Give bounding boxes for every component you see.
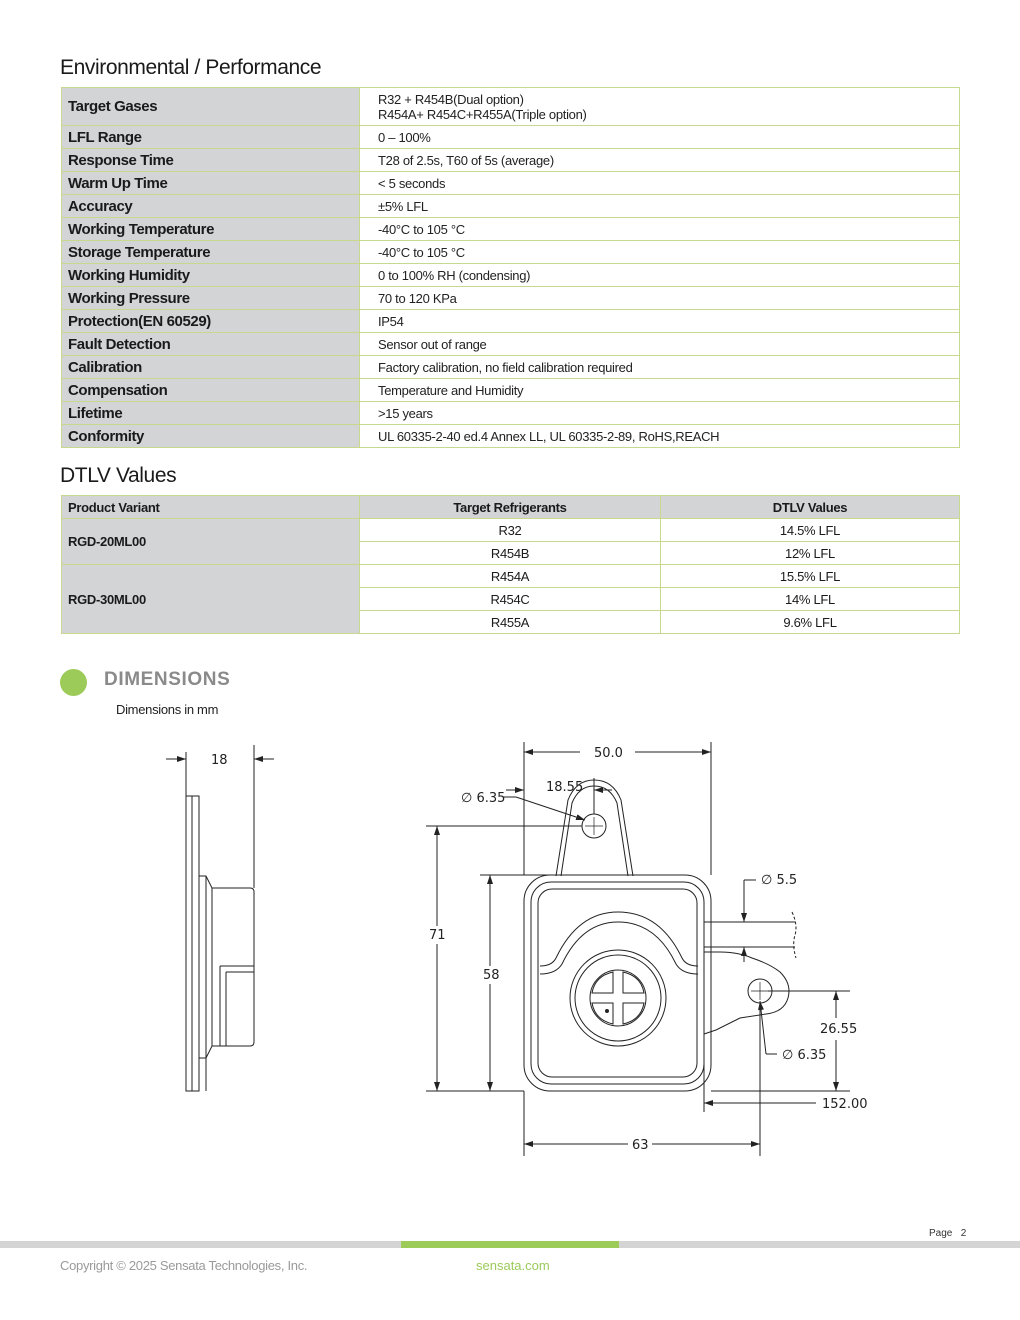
dim-right-hole-offset: 26.55 xyxy=(820,1022,858,1037)
spec-value-line: IP54 xyxy=(378,313,404,329)
dtlv-refrigerant: R454C xyxy=(360,588,661,611)
dtlv-value: 12% LFL xyxy=(661,542,960,565)
front-view xyxy=(524,780,796,1091)
spec-value-line: Temperature and Humidity xyxy=(378,382,524,398)
page-number xyxy=(929,1228,966,1239)
dim-tab-offset: 18.55 xyxy=(546,780,584,795)
dtlv-refrigerant: R32 xyxy=(360,519,661,542)
copyright: Copyright © 2025 Sensata Technologies, Inc. xyxy=(60,1258,308,1273)
spec-label: Warm Up Time xyxy=(62,172,360,195)
dim-right-hole: ∅ 6.35 xyxy=(782,1048,827,1063)
spec-value-line: -40°C to 105 °C xyxy=(378,244,465,260)
dim-side-width: 18 xyxy=(211,753,228,768)
spec-label: Lifetime xyxy=(62,402,360,425)
dim-height-body-lines xyxy=(480,875,556,1091)
dim-total-width: 63 xyxy=(632,1138,649,1153)
spec-label: Target Gases xyxy=(62,88,360,126)
dimensions-heading: DIMENSIONS xyxy=(104,669,231,690)
dtlv-variant: RGD-30ML00 xyxy=(62,565,360,634)
spec-value-line: < 5 seconds xyxy=(378,175,446,191)
spec-label: LFL Range xyxy=(62,126,360,149)
spec-value-line: UL 60335-2-40 ed.4 Annex LL, UL 60335-2-89, RoHS,REACH xyxy=(378,428,720,444)
spec-value-line: R32 + R454B(Dual option) xyxy=(378,91,524,107)
dim-overall-width: 50.0 xyxy=(594,746,623,761)
dim-height-body: 58 xyxy=(483,968,500,983)
dim-height-total: 71 xyxy=(429,928,446,943)
dtlv-value: 15.5% LFL xyxy=(661,565,960,588)
spec-label: Working Humidity xyxy=(62,264,360,287)
dtlv-header-cell: DTLV Values xyxy=(661,496,960,519)
dim-top-hole: ∅ 6.35 xyxy=(461,791,506,806)
page-label: Page xyxy=(929,1228,953,1239)
spec-label: Accuracy xyxy=(62,195,360,218)
side-view xyxy=(166,745,274,1091)
page-number-value: 2 xyxy=(960,1228,967,1239)
spec-value-line: 70 to 120 KPa xyxy=(378,290,457,306)
dtlv-refrigerant: R454B xyxy=(360,542,661,565)
spec-label: Storage Temperature xyxy=(62,241,360,264)
dtlv-header-cell: Target Refrigerants xyxy=(360,496,661,519)
dtlv-value: 14.5% LFL xyxy=(661,519,960,542)
dtlv-header-cell: Product Variant xyxy=(62,496,360,519)
dim-cable-dia-lines xyxy=(744,880,756,962)
dtlv-value: 14% LFL xyxy=(661,588,960,611)
website-link[interactable]: sensata.com xyxy=(476,1258,550,1273)
spec-value-line: 0 – 100% xyxy=(378,129,431,145)
dtlv-section-title: DTLV Values xyxy=(60,464,177,487)
dim-cable-length: 152.00 xyxy=(822,1097,868,1112)
spec-value-line: ±5% LFL xyxy=(378,198,428,214)
env-section-title: Environmental / Performance xyxy=(60,56,322,79)
spec-value-line: -40°C to 105 °C xyxy=(378,221,465,237)
spec-label: Conformity xyxy=(62,425,360,448)
dtlv-refrigerant: R454A xyxy=(360,565,661,588)
dim-height-total-lines xyxy=(426,826,582,1091)
dim-right-hole-offset-lines xyxy=(711,991,850,1091)
spec-label: Working Temperature xyxy=(62,218,360,241)
footer-accent-bar xyxy=(401,1241,619,1248)
spec-value-line: R454A+ R454C+R455A(Triple option) xyxy=(378,106,587,122)
spec-value-line: >15 years xyxy=(378,405,433,421)
dtlv-refrigerant: R455A xyxy=(360,611,661,634)
spec-label: Working Pressure xyxy=(62,287,360,310)
spec-label: Fault Detection xyxy=(62,333,360,356)
spec-value-line: Factory calibration, no field calibration required xyxy=(378,359,633,375)
dtlv-variant: RGD-20ML00 xyxy=(62,519,360,565)
spec-label: Protection(EN 60529) xyxy=(62,310,360,333)
spec-value-line: T28 of 2.5s, T60 of 5s (average) xyxy=(378,152,554,168)
spec-value-line: Sensor out of range xyxy=(378,336,487,352)
spec-label: Compensation xyxy=(62,379,360,402)
dimensions-note: Dimensions in mm xyxy=(116,702,219,717)
dim-cable-dia: ∅ 5.5 xyxy=(761,873,798,888)
spec-label: Response Time xyxy=(62,149,360,172)
dtlv-value: 9.6% LFL xyxy=(661,611,960,634)
spec-value-line: 0 to 100% RH (condensing) xyxy=(378,267,531,283)
spec-label: Calibration xyxy=(62,356,360,379)
